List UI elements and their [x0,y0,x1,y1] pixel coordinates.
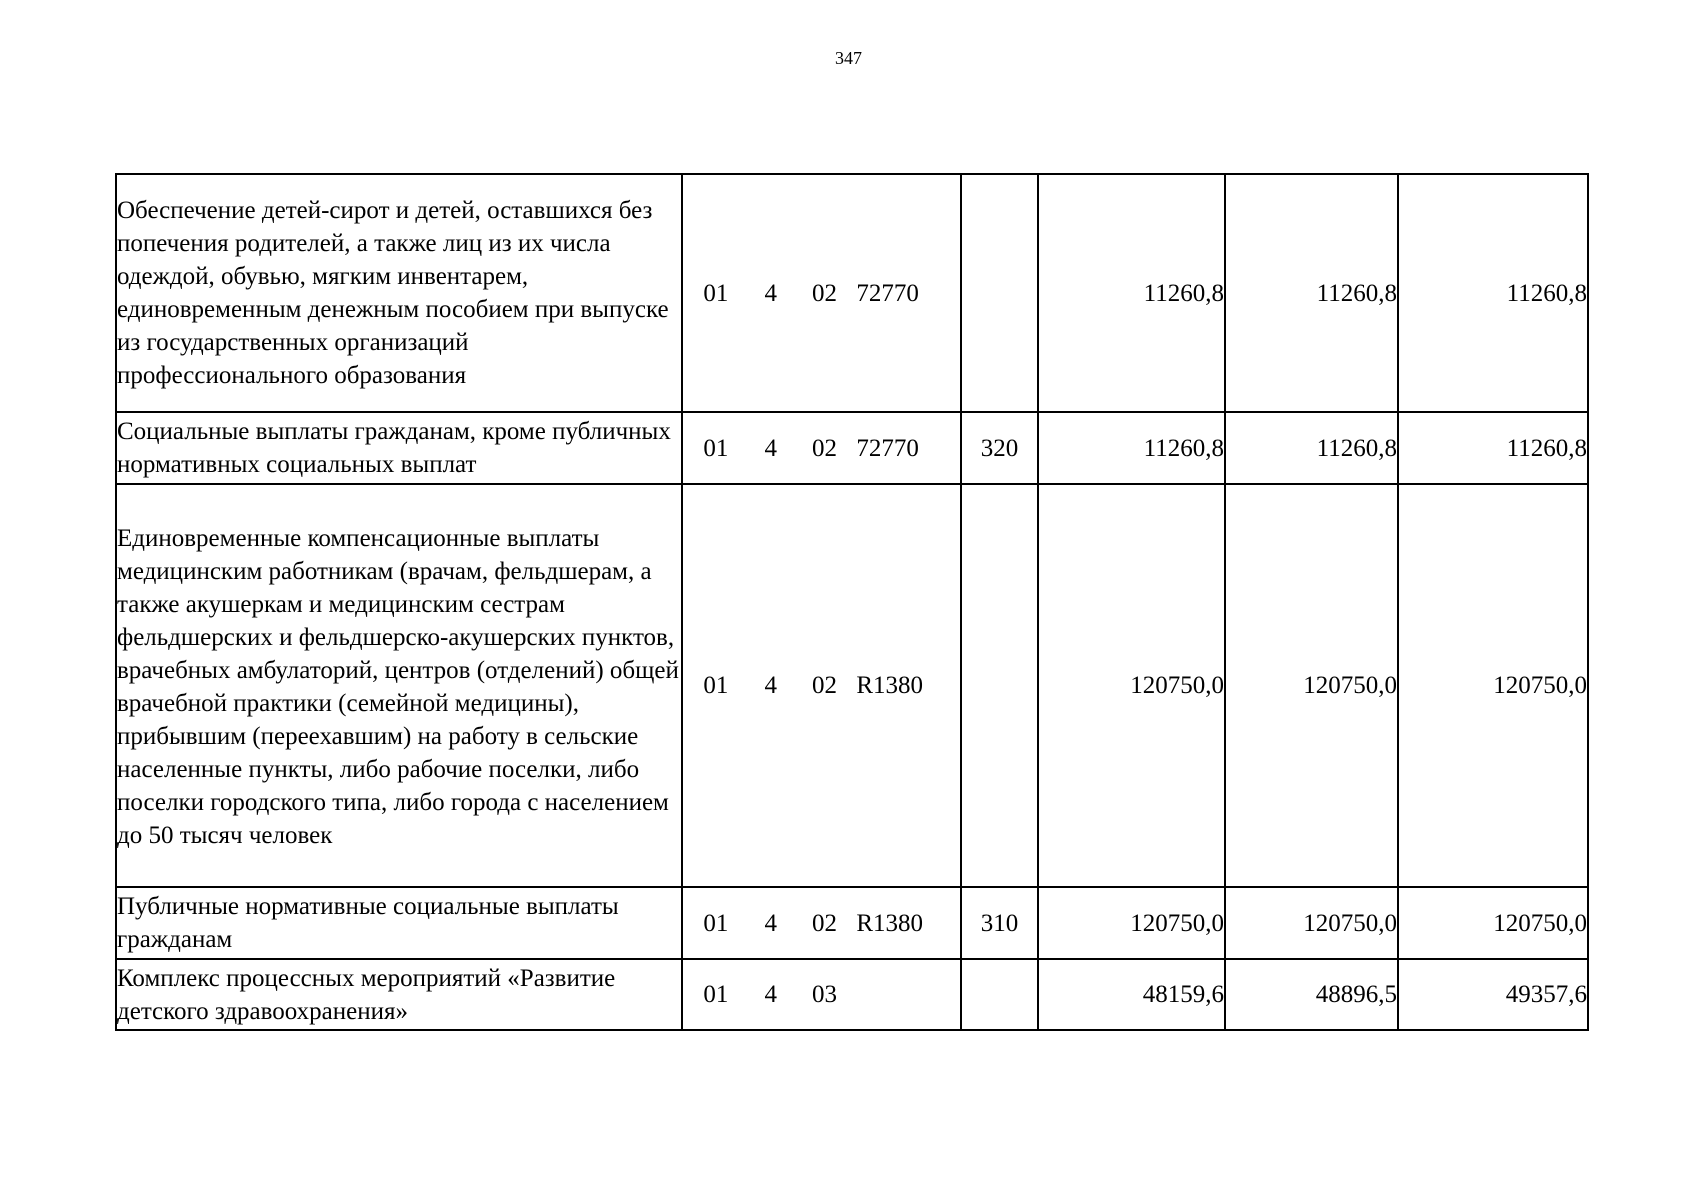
code-subprogram: 4 [764,981,777,1008]
table-row [116,174,1588,412]
code-measure: 02 [811,434,837,462]
code-direction: R1380 [856,672,924,699]
table-row [116,412,1588,484]
amount-year-1: 120750,0 [1038,484,1225,887]
code-measure: 02 [811,672,837,699]
code-program: 01 [703,279,729,307]
row-name: Социальные выплаты гражданам, кроме публичных нормативных социальных выплат [116,412,682,484]
amount-year-2: 120750,0 [1225,887,1398,959]
amount-year-3: 11260,8 [1398,174,1588,412]
amount-year-3: 120750,0 [1398,484,1588,887]
row-name: Комплекс процессных мероприятий «Развитие детского здравоохранения» [116,959,682,1030]
budget-table [115,173,1589,1031]
code-direction: 72770 [856,279,919,307]
code-direction: R1380 [856,909,924,937]
amount-year-1: 11260,8 [1038,174,1225,412]
amount-year-2: 11260,8 [1225,412,1398,484]
code-subprogram: 4 [764,909,777,937]
expense-type: 320 [961,412,1038,484]
expense-type: 310 [961,887,1038,959]
table-row [116,959,1588,1030]
amount-year-2: 11260,8 [1225,174,1398,412]
table-row [116,484,1588,887]
code-program: 01 [703,672,729,699]
code-program: 01 [703,909,729,937]
amount-year-2: 48896,5 [1225,959,1398,1030]
code-program: 01 [703,981,729,1008]
amount-year-3: 49357,6 [1398,959,1588,1030]
code-measure: 03 [811,981,837,1008]
code-subprogram: 4 [764,672,777,699]
row-name: Публичные нормативные социальные выплаты гражданам [116,887,682,959]
code-direction: 72770 [856,434,919,462]
row-codes [682,412,961,484]
expense-type [961,484,1038,887]
row-codes [682,484,961,887]
row-codes [682,174,961,412]
table-row [116,887,1588,959]
code-program: 01 [703,434,729,462]
row-codes [682,887,961,959]
amount-year-3: 120750,0 [1398,887,1588,959]
amount-year-2: 120750,0 [1225,484,1398,887]
table-body [116,174,1588,1030]
row-codes [682,959,961,1030]
amount-year-1: 120750,0 [1038,887,1225,959]
amount-year-1: 11260,8 [1038,412,1225,484]
code-subprogram: 4 [764,434,777,462]
code-subprogram: 4 [764,279,777,307]
row-name: Обеспечение детей-сирот и детей, оставшихся без попечения родителей, а также лиц из их числа одеждой, обувью, мягким инвентарем, единовременным денежным пособием при выпуске из государственных организаций профессионального образования [116,174,682,412]
amount-year-3: 11260,8 [1398,412,1588,484]
code-measure: 02 [811,909,837,937]
row-name: Единовременные компенсационные выплаты медицинским работникам (врачам, фельдшерам, а также акушеркам и медицинским сестрам фельдшерских и фельдшерско-акушерских пунктов, врачебных амбулаторий, центров (отделений) общей врачебной практики (семейной медицины), прибывшим (переехавшим) на работу в сельские населенные пункты, либо рабочие поселки, либо поселки городского типа, либо города с населением до 50 тысяч человек [116,484,682,887]
amount-year-1: 48159,6 [1038,959,1225,1030]
expense-type [961,959,1038,1030]
page-number: 347 [835,48,862,68]
expense-type [961,174,1038,412]
code-measure: 02 [811,279,837,307]
